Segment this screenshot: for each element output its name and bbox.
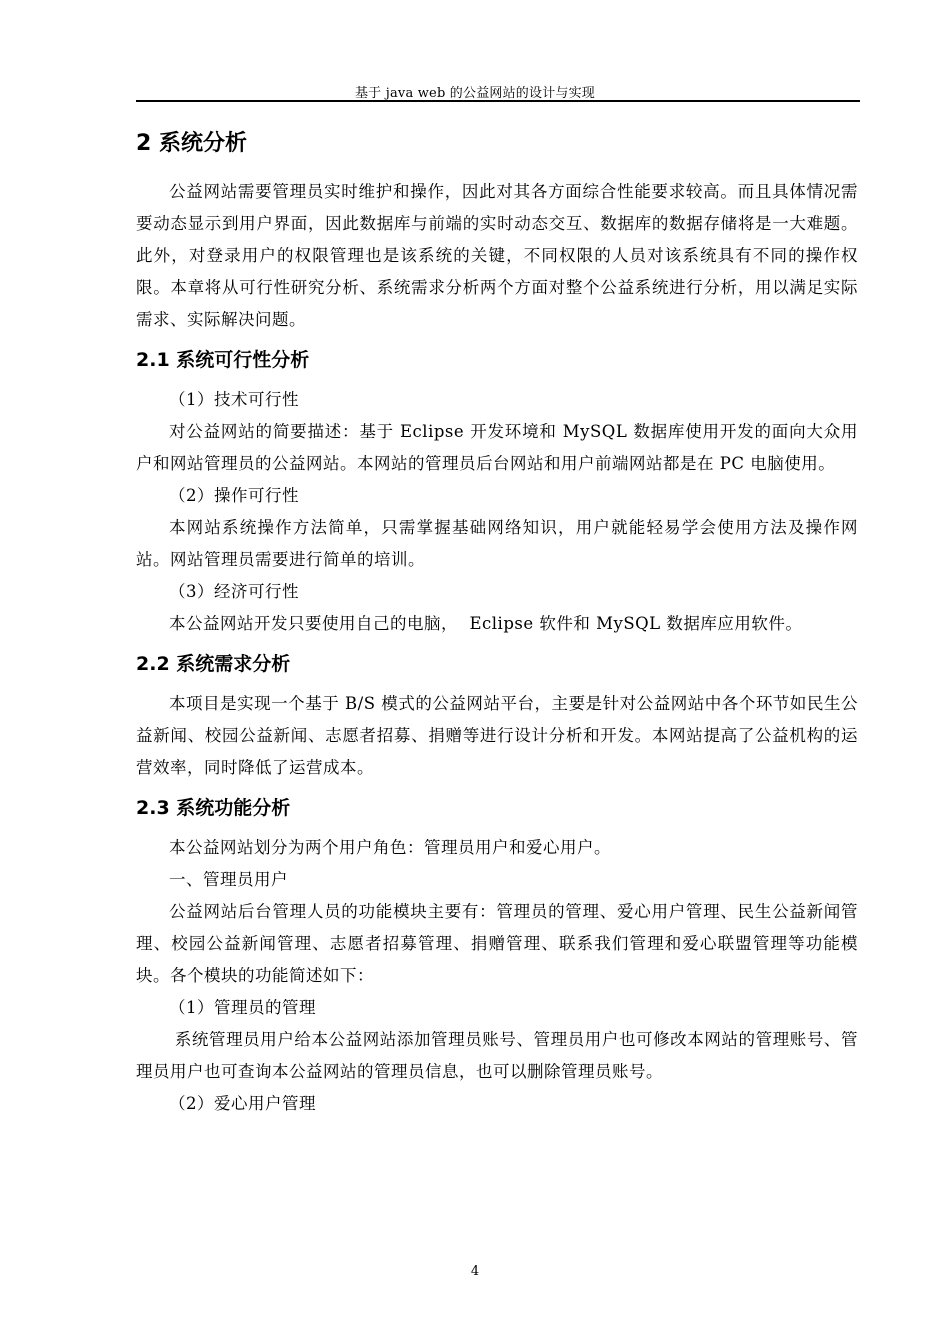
page-body [136,124,858,1120]
section-2-3-title: 2.3 系统功能分析 [136,797,291,819]
econ-feasibility-heading: （3）经济可行性 [169,582,299,601]
op-feasibility-text: 本网站系统操作方法简单，只需掌握基础网络知识，用户就能轻易学会使用方法及操作网站。网站管理员需要进行简单的培训。 [136,518,858,569]
tech-feasibility-heading: （1）技术可行性 [169,390,299,409]
admin-modules-text: 公益网站后台管理人员的功能模块主要有：管理员的管理、爱心用户管理、民生公益新闻管理、校园公益新闻管理、志愿者招募管理、捐赠管理、联系我们管理和爱心联盟管理等功能模块。各个模块的功能简述如下： [136,902,858,985]
op-feasibility-heading: （2）操作可行性 [169,486,299,505]
page-number: 4 [470,1264,480,1279]
module-2-heading: （2）爱心用户管理 [169,1094,316,1113]
econ-feasibility-text: 本公益网站开发只要使用自己的电脑， Eclipse 软件和 MySQL 数据库应用软件。 [169,614,803,633]
module-1-heading: （1）管理员的管理 [169,998,316,1017]
tech-feasibility-text: 对公益网站的简要描述：基于 Eclipse 开发环境和 MySQL 数据库使用开发的面向大众用户和网站管理员的公益网站。本网站的管理员后台网站和用户前端网站都是在 PC 电脑使用。 [136,422,858,473]
section-2-2-title: 2.2 系统需求分析 [136,653,291,675]
header-rule [136,100,860,102]
section-2-title: 2 系统分析 [136,131,247,156]
section-2-1-title: 2.1 系统可行性分析 [136,349,310,371]
roles-text: 本公益网站划分为两个用户角色：管理员用户和爱心用户。 [169,838,611,857]
admin-user-heading: 一、管理员用户 [169,870,288,889]
running-header: 基于 java web 的公益网站的设计与实现 [354,86,596,101]
requirements-text: 本项目是实现一个基于 B/S 模式的公益网站平台，主要是针对公益网站中各个环节如民生公益新闻、校园公益新闻、志愿者招募、捐赠等进行设计分析和开发。本网站提高了公益机构的运营效率，同时降低了运营成本。 [136,694,858,777]
section-2-intro: 公益网站需要管理员实时维护和操作，因此对其各方面综合性能要求较高。而且具体情况需要动态显示到用户界面，因此数据库与前端的实时动态交互、数据库的数据存储将是一大难题。此外，对登录用户的权限管理也是该系统的关键，不同权限的人员对该系统具有不同的操作权限。本章将从可行性研究分析、系统需求分析两个方面对整个公益系统进行分析，用以满足实际需求、实际解决问题。 [136,182,858,329]
module-1-text: 系统管理员用户给本公益网站添加管理员账号、管理员用户也可修改本网站的管理账号、管理员用户也可查询本公益网站的管理员信息，也可以删除管理员账号。 [136,1030,858,1081]
